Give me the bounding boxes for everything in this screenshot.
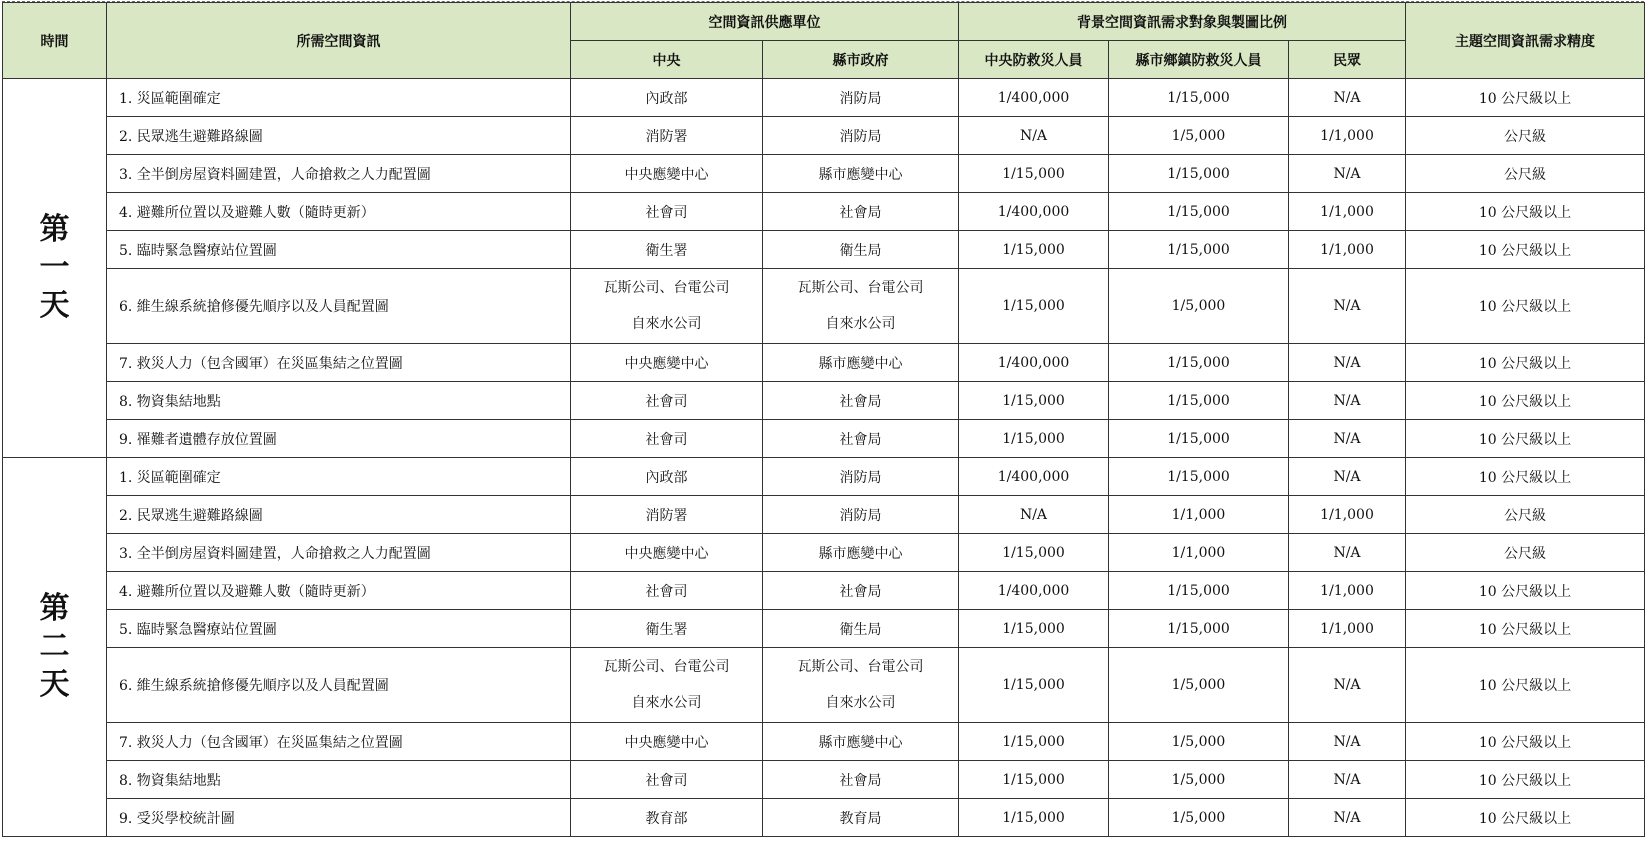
county-supplier-cell	[763, 117, 959, 155]
county-supplier-cell	[763, 761, 959, 799]
county-personnel-scale-cell: 1/15,000	[1109, 458, 1289, 496]
precision-cell: 10 公尺級以上	[1406, 382, 1645, 420]
public-scale-cell: N/A	[1289, 761, 1406, 799]
day-label-char: 一	[39, 250, 70, 285]
central-supplier-cell-line: 社會司	[645, 772, 688, 789]
required-info-cell: 3. 全半倒房屋資料圖建置，人命搶救之人力配置圖	[107, 155, 571, 193]
table-row	[3, 344, 1645, 382]
table-row	[3, 382, 1645, 420]
central-supplier-cell-line: 中央應變中心	[624, 734, 709, 751]
required-info-cell: 4. 避難所位置以及避難人數（隨時更新）	[107, 193, 571, 231]
central-supplier-cell-line: 瓦斯公司、台電公司	[603, 659, 730, 675]
county-personnel-scale-cell: 1/15,000	[1109, 610, 1289, 648]
central-personnel-scale-cell: 1/15,000	[959, 761, 1109, 799]
county-personnel-scale-cell: 1/5,000	[1109, 117, 1289, 155]
county-supplier-cell	[763, 799, 959, 837]
required-info-cell: 6. 維生線系統搶修優先順序以及人員配置圖	[107, 648, 571, 723]
central-supplier-cell-line: 中央應變中心	[624, 355, 709, 372]
county-personnel-scale-cell: 1/5,000	[1109, 761, 1289, 799]
day-label-char: 第	[39, 212, 70, 247]
table-row	[3, 534, 1645, 572]
public-scale-cell: N/A	[1289, 79, 1406, 117]
county-personnel-scale-cell: 1/15,000	[1109, 155, 1289, 193]
central-supplier-cell	[571, 420, 763, 458]
table-row	[3, 79, 1645, 117]
county-supplier-cell	[763, 648, 959, 723]
central-supplier-cell	[571, 117, 763, 155]
required-info-cell: 5. 臨時緊急醫療站位置圖	[107, 231, 571, 269]
central-supplier-cell	[571, 761, 763, 799]
central-supplier-cell	[571, 799, 763, 837]
central-personnel-scale-cell: 1/15,000	[959, 420, 1109, 458]
central-personnel-scale-cell: 1/400,000	[959, 79, 1109, 117]
header-time: 時間	[3, 3, 107, 79]
central-supplier-cell-line: 內政部	[645, 469, 688, 486]
central-personnel-scale-cell: 1/15,000	[959, 231, 1109, 269]
precision-cell: 10 公尺級以上	[1406, 458, 1645, 496]
central-supplier-cell-line: 教育部	[645, 810, 688, 827]
county-supplier-cell-line: 消防局	[839, 128, 882, 145]
precision-cell: 10 公尺級以上	[1406, 761, 1645, 799]
county-supplier-cell-line: 瓦斯公司、台電公司	[797, 280, 924, 296]
public-scale-cell: N/A	[1289, 420, 1406, 458]
central-personnel-scale-cell: 1/400,000	[959, 344, 1109, 382]
county-personnel-scale-cell: 1/1,000	[1109, 534, 1289, 572]
county-supplier-cell	[763, 344, 959, 382]
central-supplier-cell	[571, 193, 763, 231]
county-supplier-cell	[763, 572, 959, 610]
header-public: 民眾	[1289, 41, 1406, 79]
county-personnel-scale-cell: 1/15,000	[1109, 231, 1289, 269]
required-info-cell: 2. 民眾逃生避難路線圖	[107, 117, 571, 155]
required-info-cell: 1. 災區範圍確定	[107, 79, 571, 117]
county-supplier-cell-line: 衛生局	[839, 621, 882, 638]
required-info-cell: 8. 物資集結地點	[107, 761, 571, 799]
precision-cell: 10 公尺級以上	[1406, 610, 1645, 648]
county-supplier-cell-line: 消防局	[839, 90, 882, 107]
county-supplier-cell-line: 自來水公司	[825, 695, 896, 711]
central-supplier-cell-line: 衛生署	[645, 621, 688, 638]
county-supplier-cell	[763, 193, 959, 231]
county-personnel-scale-cell: 1/15,000	[1109, 79, 1289, 117]
document-page	[2, 2, 1644, 837]
required-info-cell: 6. 維生線系統搶修優先順序以及人員配置圖	[107, 269, 571, 344]
county-personnel-scale-cell: 1/15,000	[1109, 572, 1289, 610]
header-required-info: 所需空間資訊	[107, 3, 571, 79]
central-supplier-cell	[571, 572, 763, 610]
day-label-char: 第	[39, 591, 70, 626]
central-personnel-scale-cell: 1/15,000	[959, 155, 1109, 193]
county-personnel-scale-cell: 1/5,000	[1109, 799, 1289, 837]
table-row	[3, 420, 1645, 458]
day-label-char: 二	[39, 629, 70, 664]
county-supplier-cell-line: 瓦斯公司、台電公司	[797, 659, 924, 675]
public-scale-cell: 1/1,000	[1289, 496, 1406, 534]
central-supplier-cell	[571, 648, 763, 723]
table-row	[3, 193, 1645, 231]
required-info-cell: 5. 臨時緊急醫療站位置圖	[107, 610, 571, 648]
central-supplier-cell-line: 社會司	[645, 431, 688, 448]
header-county: 縣市政府	[763, 41, 959, 79]
day-label-char: 天	[39, 288, 70, 323]
day-label-char: 天	[39, 667, 70, 702]
central-supplier-cell-line: 社會司	[645, 204, 688, 221]
county-personnel-scale-cell: 1/15,000	[1109, 420, 1289, 458]
central-supplier-cell-line: 社會司	[645, 583, 688, 600]
table-header	[3, 3, 1645, 79]
required-info-cell: 9. 罹難者遺體存放位置圖	[107, 420, 571, 458]
required-info-cell: 4. 避難所位置以及避難人數（隨時更新）	[107, 572, 571, 610]
required-info-cell: 8. 物資集結地點	[107, 382, 571, 420]
table-row	[3, 723, 1645, 761]
county-supplier-cell	[763, 534, 959, 572]
central-supplier-cell-line: 瓦斯公司、台電公司	[603, 280, 730, 296]
required-info-cell: 2. 民眾逃生避難路線圖	[107, 496, 571, 534]
public-scale-cell: N/A	[1289, 648, 1406, 723]
county-personnel-scale-cell: 1/15,000	[1109, 193, 1289, 231]
precision-cell: 10 公尺級以上	[1406, 344, 1645, 382]
central-supplier-cell-line: 自來水公司	[631, 316, 702, 332]
county-personnel-scale-cell: 1/5,000	[1109, 723, 1289, 761]
header-central-personnel: 中央防救災人員	[959, 41, 1109, 79]
central-personnel-scale-cell: 1/15,000	[959, 382, 1109, 420]
public-scale-cell: 1/1,000	[1289, 610, 1406, 648]
central-supplier-cell	[571, 231, 763, 269]
precision-cell: 10 公尺級以上	[1406, 799, 1645, 837]
county-supplier-cell-line: 社會局	[839, 204, 882, 221]
central-supplier-cell	[571, 79, 763, 117]
central-personnel-scale-cell: 1/400,000	[959, 458, 1109, 496]
county-supplier-cell-line: 社會局	[839, 431, 882, 448]
central-personnel-scale-cell: 1/15,000	[959, 269, 1109, 344]
required-info-cell: 7. 救災人力（包含國軍）在災區集結之位置圖	[107, 344, 571, 382]
county-supplier-cell	[763, 458, 959, 496]
table-row	[3, 496, 1645, 534]
central-supplier-cell	[571, 610, 763, 648]
day-label	[3, 458, 107, 837]
table-row	[3, 648, 1645, 723]
county-supplier-cell-line: 消防局	[839, 507, 882, 524]
precision-cell: 10 公尺級以上	[1406, 648, 1645, 723]
county-supplier-cell-line: 社會局	[839, 393, 882, 410]
county-supplier-cell-line: 社會局	[839, 583, 882, 600]
county-supplier-cell-line: 縣市應變中心	[818, 734, 903, 751]
table-row	[3, 155, 1645, 193]
public-scale-cell: N/A	[1289, 382, 1406, 420]
table-row	[3, 761, 1645, 799]
county-personnel-scale-cell: 1/15,000	[1109, 382, 1289, 420]
central-supplier-cell	[571, 534, 763, 572]
central-supplier-cell-line: 消防署	[645, 128, 688, 145]
table-row	[3, 610, 1645, 648]
table-row	[3, 799, 1645, 837]
central-supplier-cell	[571, 382, 763, 420]
county-supplier-cell	[763, 269, 959, 344]
table-row	[3, 231, 1645, 269]
county-personnel-scale-cell: 1/1,000	[1109, 496, 1289, 534]
precision-cell: 公尺級	[1406, 155, 1645, 193]
county-personnel-scale-cell: 1/5,000	[1109, 269, 1289, 344]
table-row	[3, 458, 1645, 496]
central-supplier-cell	[571, 723, 763, 761]
precision-cell: 公尺級	[1406, 117, 1645, 155]
required-info-cell: 3. 全半倒房屋資料圖建置，人命搶救之人力配置圖	[107, 534, 571, 572]
table-body	[3, 79, 1645, 837]
public-scale-cell: N/A	[1289, 723, 1406, 761]
county-supplier-cell-line: 社會局	[839, 772, 882, 789]
central-supplier-cell-line: 自來水公司	[631, 695, 702, 711]
county-supplier-cell	[763, 496, 959, 534]
county-supplier-cell	[763, 155, 959, 193]
public-scale-cell: N/A	[1289, 344, 1406, 382]
county-supplier-cell-line: 教育局	[839, 810, 882, 827]
precision-cell: 公尺級	[1406, 496, 1645, 534]
public-scale-cell: 1/1,000	[1289, 117, 1406, 155]
precision-cell: 10 公尺級以上	[1406, 572, 1645, 610]
header-county-personnel: 縣市鄉鎮防救災人員	[1109, 41, 1289, 79]
public-scale-cell: N/A	[1289, 155, 1406, 193]
central-personnel-scale-cell: 1/15,000	[959, 610, 1109, 648]
table-row	[3, 572, 1645, 610]
central-supplier-cell	[571, 496, 763, 534]
central-supplier-cell-line: 中央應變中心	[624, 545, 709, 562]
central-personnel-scale-cell: 1/15,000	[959, 534, 1109, 572]
public-scale-cell: N/A	[1289, 534, 1406, 572]
day-label	[3, 79, 107, 458]
central-supplier-cell-line: 社會司	[645, 393, 688, 410]
county-supplier-cell	[763, 610, 959, 648]
central-supplier-cell	[571, 269, 763, 344]
county-supplier-cell-line: 消防局	[839, 469, 882, 486]
county-supplier-cell-line: 自來水公司	[825, 316, 896, 332]
central-supplier-cell-line: 內政部	[645, 90, 688, 107]
county-supplier-cell	[763, 723, 959, 761]
precision-cell: 10 公尺級以上	[1406, 193, 1645, 231]
precision-cell: 10 公尺級以上	[1406, 723, 1645, 761]
county-supplier-cell-line: 縣市應變中心	[818, 355, 903, 372]
central-supplier-cell-line: 中央應變中心	[624, 166, 709, 183]
county-supplier-cell-line: 縣市應變中心	[818, 166, 903, 183]
precision-cell: 公尺級	[1406, 534, 1645, 572]
county-supplier-cell	[763, 231, 959, 269]
central-personnel-scale-cell: 1/15,000	[959, 799, 1109, 837]
precision-cell: 10 公尺級以上	[1406, 269, 1645, 344]
table-row	[3, 117, 1645, 155]
header-background-group: 背景空間資訊需求對象與製圖比例	[959, 3, 1406, 41]
header-supplier-group: 空間資訊供應單位	[571, 3, 959, 41]
county-personnel-scale-cell: 1/5,000	[1109, 648, 1289, 723]
required-info-cell: 7. 救災人力（包含國軍）在災區集結之位置圖	[107, 723, 571, 761]
public-scale-cell: N/A	[1289, 458, 1406, 496]
central-personnel-scale-cell: 1/400,000	[959, 572, 1109, 610]
county-supplier-cell	[763, 420, 959, 458]
central-supplier-cell-line: 衛生署	[645, 242, 688, 259]
spatial-info-requirements-table	[2, 2, 1645, 837]
required-info-cell: 9. 受災學校統計圖	[107, 799, 571, 837]
public-scale-cell: N/A	[1289, 799, 1406, 837]
county-supplier-cell-line: 縣市應變中心	[818, 545, 903, 562]
county-supplier-cell	[763, 79, 959, 117]
header-precision: 主題空間資訊需求精度	[1406, 3, 1645, 79]
precision-cell: 10 公尺級以上	[1406, 420, 1645, 458]
central-personnel-scale-cell: 1/400,000	[959, 193, 1109, 231]
county-personnel-scale-cell: 1/15,000	[1109, 344, 1289, 382]
county-supplier-cell-line: 衛生局	[839, 242, 882, 259]
central-supplier-cell	[571, 458, 763, 496]
table-row	[3, 269, 1645, 344]
public-scale-cell: 1/1,000	[1289, 231, 1406, 269]
central-supplier-cell	[571, 344, 763, 382]
public-scale-cell: N/A	[1289, 269, 1406, 344]
county-supplier-cell	[763, 382, 959, 420]
central-supplier-cell	[571, 155, 763, 193]
central-personnel-scale-cell: 1/15,000	[959, 648, 1109, 723]
precision-cell: 10 公尺級以上	[1406, 231, 1645, 269]
public-scale-cell: 1/1,000	[1289, 193, 1406, 231]
central-personnel-scale-cell: N/A	[959, 496, 1109, 534]
central-supplier-cell-line: 消防署	[645, 507, 688, 524]
central-personnel-scale-cell: 1/15,000	[959, 723, 1109, 761]
central-personnel-scale-cell: N/A	[959, 117, 1109, 155]
required-info-cell: 1. 災區範圍確定	[107, 458, 571, 496]
header-central: 中央	[571, 41, 763, 79]
precision-cell: 10 公尺級以上	[1406, 79, 1645, 117]
public-scale-cell: 1/1,000	[1289, 572, 1406, 610]
